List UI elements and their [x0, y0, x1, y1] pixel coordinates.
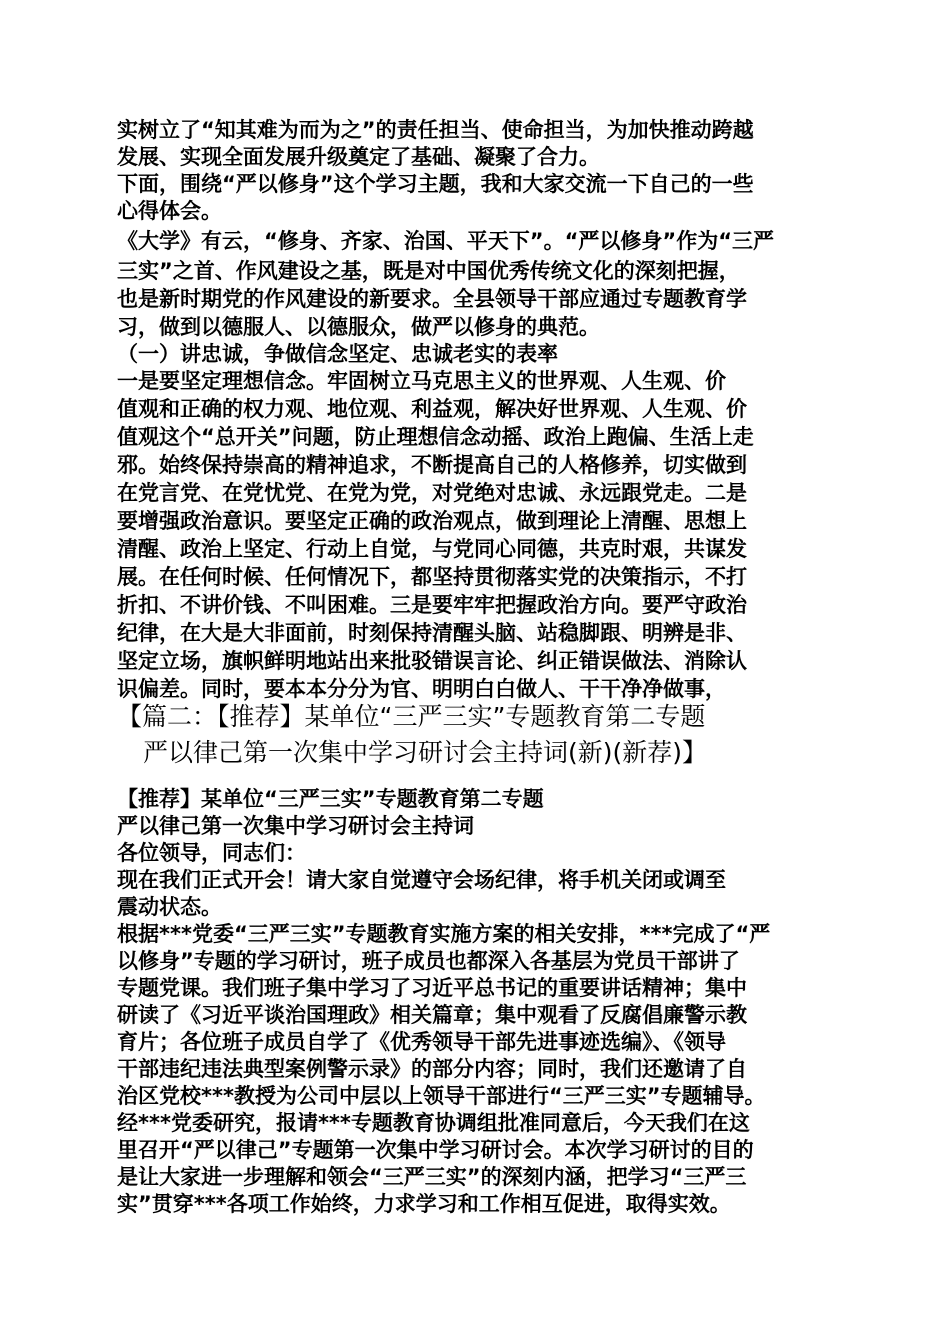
body-line: 纪律，在大是大非面前，时刻保持清醒头脑、站稳脚跟、明辨是非、: [117, 621, 747, 645]
body-line: 值观这个“总开关”问题，防止理想信念动摇、政治上跑偏、生活上走: [117, 425, 754, 449]
subheading: （一）讲忠诚，争做信念坚定、忠诚老实的表率: [117, 342, 558, 366]
subheading: 严以律己第一次集中学习研讨会主持词: [117, 814, 474, 838]
body-line: 根据***党委“三严三实”专题教育实施方案的相关安排，***完成了“严: [117, 922, 771, 946]
body-line: 值观和正确的权力观、地位观、利益观，解决好世界观、人生观、价: [117, 397, 747, 421]
body-line: 清醒、政治上坚定、行动上自觉，与党同心同德，共克时艰，共谋发: [117, 537, 747, 561]
body-line: 里召开“严以律己”专题第一次集中学习研讨会。本次学习研讨的目的: [117, 1138, 754, 1162]
body-line: 识偏差。同时，要本本分分为官、明明白白做人、干干净净做事，: [117, 677, 726, 701]
body-line: 展。在任何时候、任何情况下，都坚持贯彻落实党的决策指示，不打: [117, 565, 747, 589]
body-line: 实”贯穿***各项工作始终，力求学习和工作相互促进，取得实效。: [117, 1192, 731, 1216]
body-line: 实树立了“知其难为而为之”的责任担当、使命担当，为加快推动跨越: [117, 118, 754, 142]
section-title-line-1: 【篇二：【推荐】某单位“三严三实”专题教育第二专题: [117, 702, 706, 731]
body-line: 折扣、不讲价钱、不叫困难。三是要牢牢把握政治方向。要严守政治: [117, 593, 747, 617]
body-line: 邪。始终保持崇高的精神追求，不断提高自己的人格修养，切实做到: [117, 453, 747, 477]
body-line: 心得体会。: [117, 199, 222, 223]
body-line: 发展、实现全面发展升级奠定了基础、凝聚了合力。: [117, 145, 600, 169]
body-line: 专题党课。我们班子集中学习了习近平总书记的重要讲话精神；集中: [117, 976, 747, 1000]
body-line: 各位领导，同志们：: [117, 841, 306, 865]
body-line: 习，做到以德服人、以德服众，做严以修身的典范。: [117, 315, 600, 339]
body-line: 震动状态。: [117, 895, 222, 919]
body-line: 现在我们正式开会！请大家自觉遵守会场纪律，将手机关闭或调至: [117, 868, 726, 892]
section-title-line-2: 严以律己第一次集中学习研讨会主持词(新)(新荐)】: [143, 738, 708, 767]
body-line: 治区党校***教授为公司中层以上领导干部进行“三严三实”专题辅导。: [117, 1084, 766, 1108]
body-line: 《大学》有云，“修身、齐家、治国、平天下”。“严以修身”作为“三严: [117, 229, 775, 253]
body-line: 育片；各位班子成员自学了《优秀领导干部先进事迹选编》、《领导: [117, 1030, 726, 1054]
body-line: 三实”之首、作风建设之基，既是对中国优秀传统文化的深刻把握，: [117, 259, 740, 283]
body-line: 干部违纪违法典型案例警示录》的部分内容；同时，我们还邀请了自: [117, 1057, 747, 1081]
body-line: 下面，围绕“严以修身”这个学习主题，我和大家交流一下自己的一些: [117, 172, 754, 196]
subheading: 【推荐】某单位“三严三实”专题教育第二专题: [117, 787, 544, 811]
body-line: 也是新时期党的作风建设的新要求。全县领导干部应通过专题教育学: [117, 287, 747, 311]
body-line: 坚定立场，旗帜鲜明地站出来批驳错误言论、纠正错误做法、消除认: [117, 649, 747, 673]
body-line: 经***党委研究，报请***专题教育协调组批准同意后，今天我们在这: [117, 1111, 750, 1135]
body-line: 在党言党、在党忧党、在党为党，对党绝对忠诚、永远跟党走。二是: [117, 481, 747, 505]
body-line: 要增强政治意识。要坚定正确的政治观点，做到理论上清醒、思想上: [117, 509, 747, 533]
body-line: 研读了《习近平谈治国理政》相关篇章；集中观看了反腐倡廉警示教: [117, 1003, 747, 1027]
body-line: 一是要坚定理想信念。牢固树立马克思主义的世界观、人生观、价: [117, 369, 726, 393]
body-line: 是让大家进一步理解和领会“三严三实”的深刻内涵，把学习“三严三: [117, 1165, 747, 1189]
body-line: 以修身”专题的学习研讨，班子成员也都深入各基层为党员干部讲了: [117, 949, 740, 973]
